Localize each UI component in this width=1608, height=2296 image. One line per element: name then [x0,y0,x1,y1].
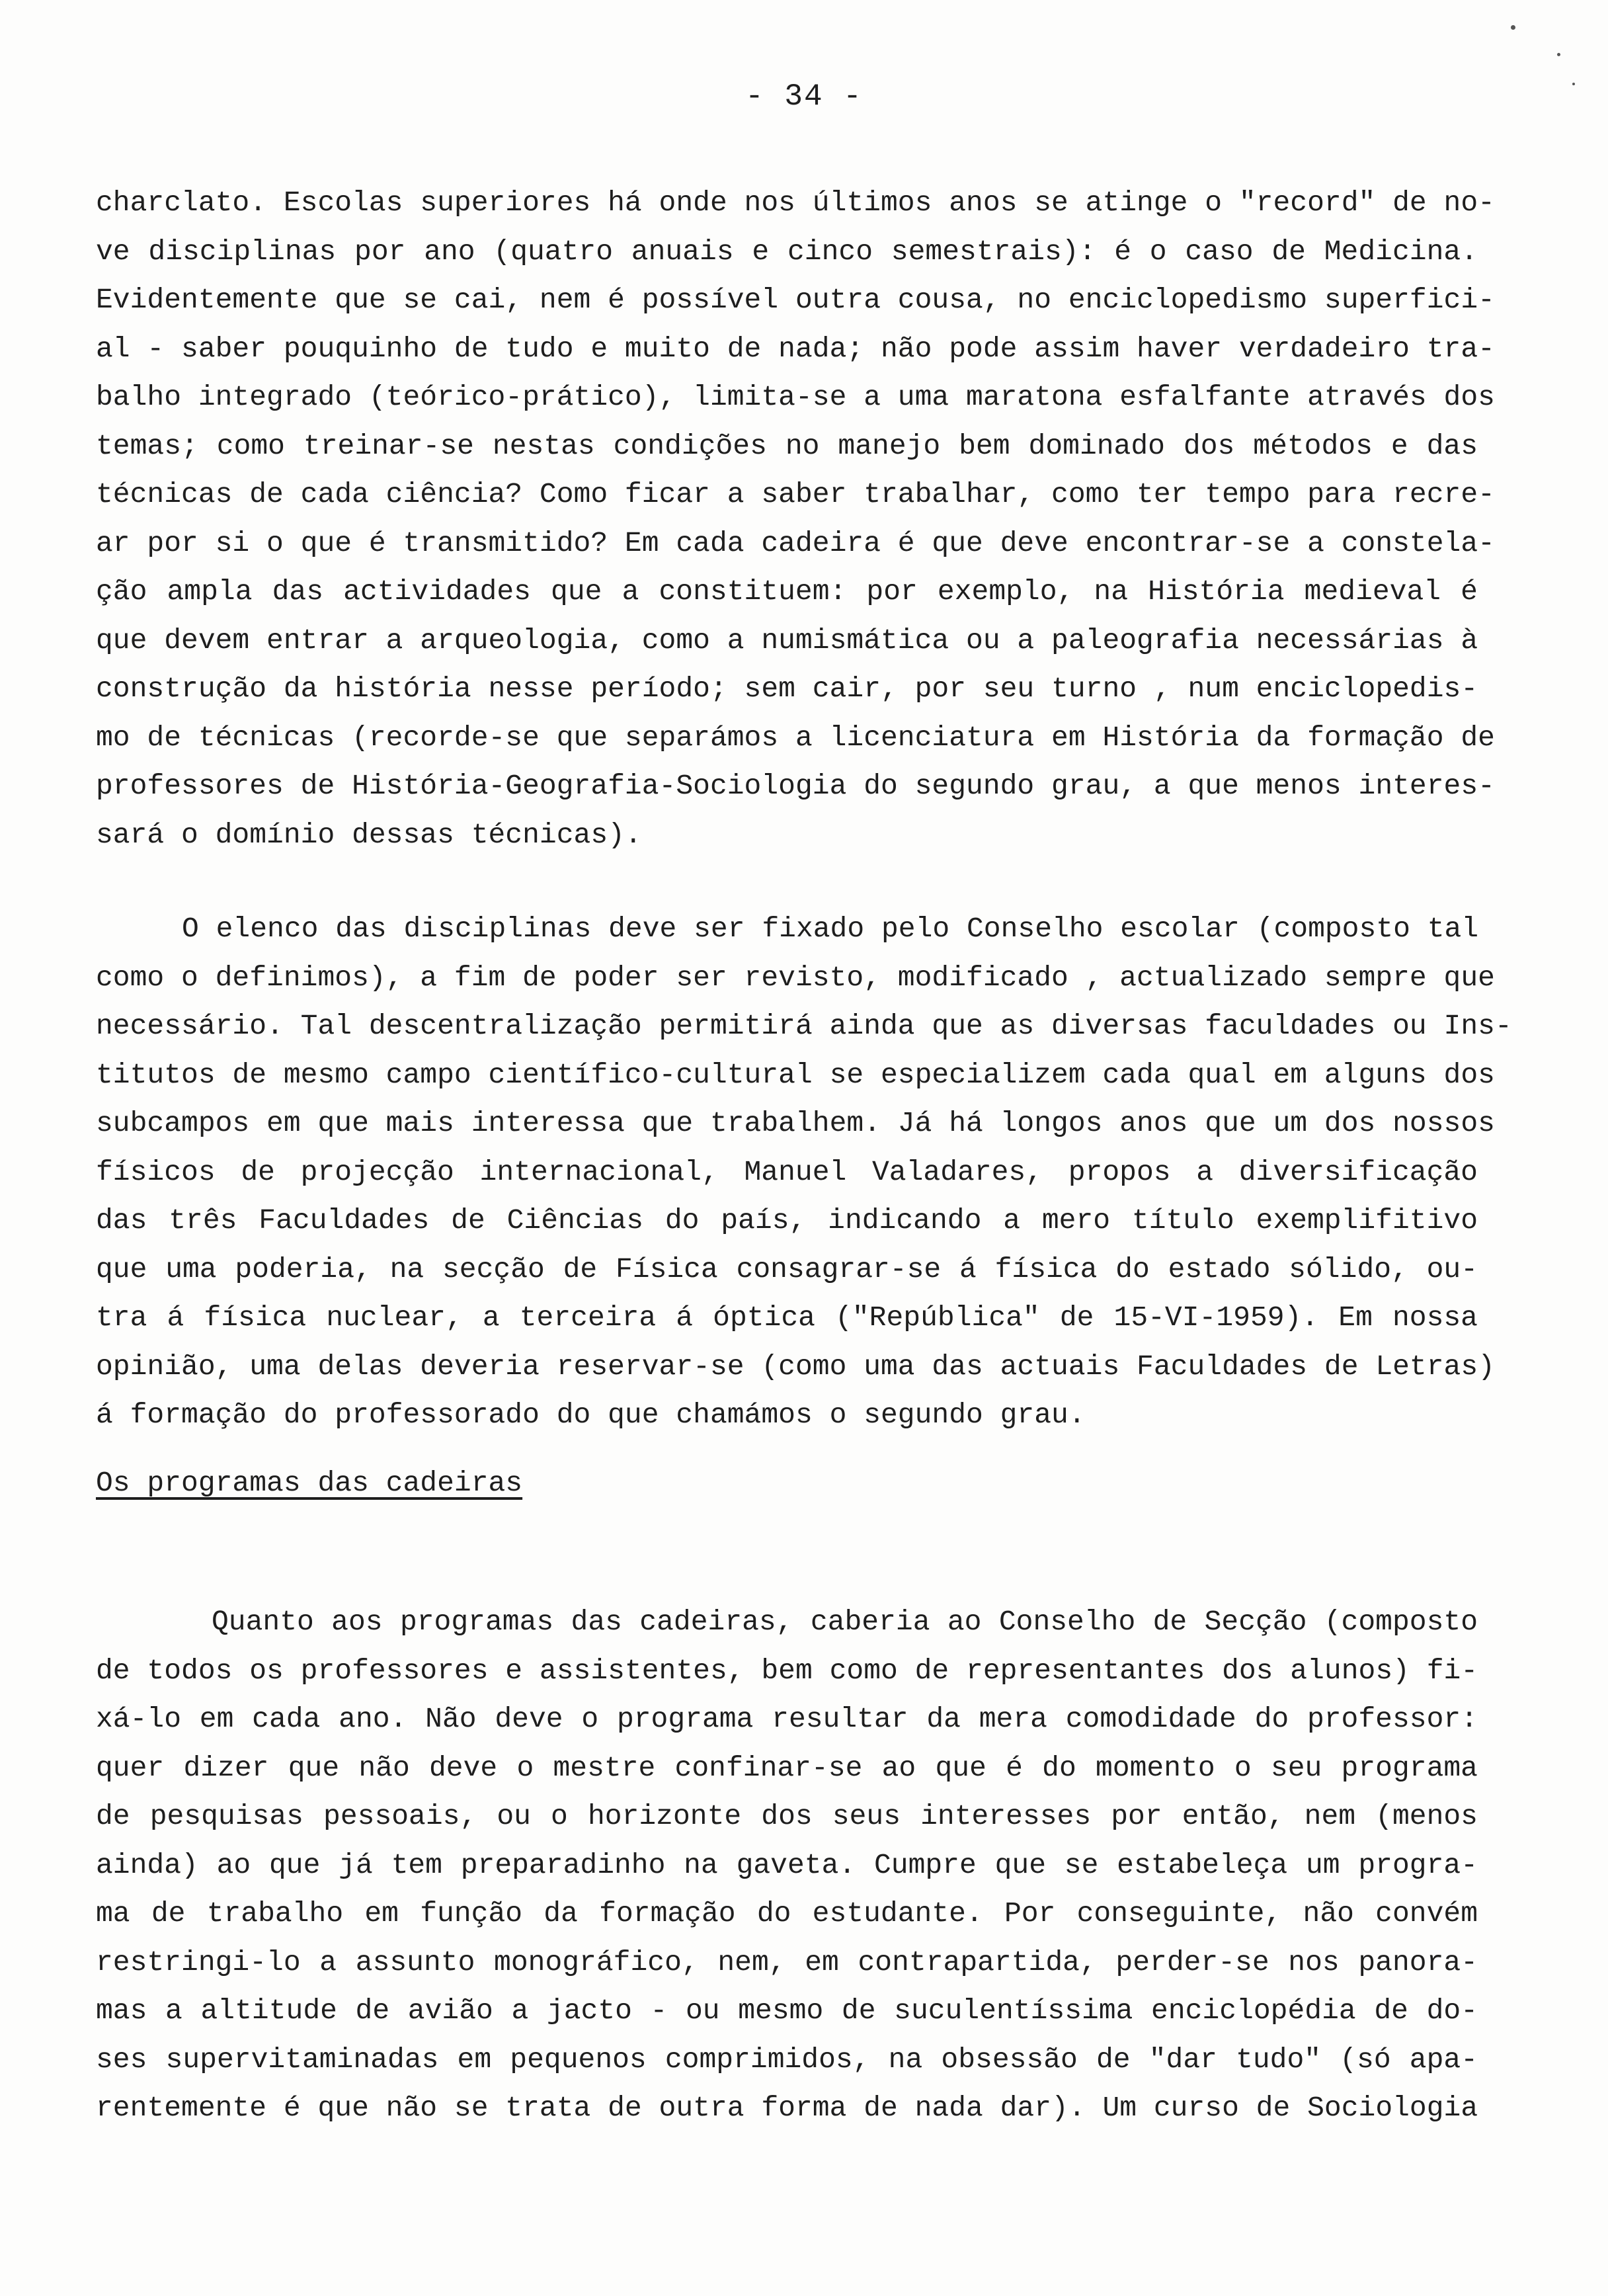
text-line: ve disciplinas por ano (quatro anuais e cinco semestrais): é o caso de Medicina. [96,235,1478,268]
paragraph-3 [96,1598,1478,2133]
text-line: Quanto aos programas das cadeiras, caberia ao Conselho de Secção (composto [212,1606,1478,1638]
page-number: - 34 - [745,79,863,114]
text-line: ainda) ao que já tem preparadinho na gaveta. Cumpre que se estabeleça um progra- [96,1848,1478,1881]
text-line: xá-lo em cada ano. Não deve o programa resultar da mera comodidade do professor: [96,1703,1478,1735]
text-line: restringi-lo a assunto monográfico, nem, em contrapartida, perder-se nos panora- [96,1946,1478,1979]
text-line: tra á física nuclear, a terceira á óptica ("República" de 15-VI-1959). Em nossa [96,1301,1478,1334]
text-line: titutos de mesmo campo científico-cultural se especializem cada qual em alguns dos [96,1058,1495,1091]
scan-speck [1572,83,1575,85]
text-line: rentemente é que não se trata de outra forma de nada dar). Um curso de Sociologia [96,2092,1478,2124]
text-line: ses supervitaminadas em pequenos comprimidos, na obsessão de "dar tudo" (só apa- [96,2043,1478,2076]
text-line: técnicas de cada ciência? Como ficar a saber trabalhar, como ter tempo para recre- [96,478,1495,511]
paragraph-2 [96,905,1512,1440]
text-line: ção ampla das actividades que a constituem: por exemplo, na História medieval é [96,575,1478,608]
text-line: de todos os professores e assistentes, bem como de representantes dos alunos) fi- [96,1654,1478,1687]
text-line: construção da história nesse período; sem cair, por seu turno , num enciclopedis- [96,673,1478,705]
text-line: ar por si o que é transmitido? Em cada cadeira é que deve encontrar-se a constela- [96,526,1495,559]
text-line: mas a altitude de avião a jacto - ou mesmo de suculentíssima enciclopédia de do- [96,1994,1478,2027]
text-line: opinião, uma delas deveria reservar-se (como uma das actuais Faculdades de Letras) [96,1350,1495,1383]
text-line: de pesquisas pessoais, ou o horizonte dos seus interesses por então, nem (menos [96,1800,1478,1832]
text-line: Evidentemente que se cai, nem é possível outra cousa, no enciclopedismo superfici- [96,284,1495,316]
text-line: físicos de projecção internacional, Manuel Valadares, propos a diversificação [96,1155,1478,1188]
text-line: necessário. Tal descentralização permitirá ainda que as diversas faculdades ou Ins- [96,1010,1512,1042]
text-line: das três Faculdades de Ciências do país, indicando a mero título exemplifitivo [96,1204,1478,1237]
text-line: subcampos em que mais interessa que trabalhem. Já há longos anos que um dos nossos [96,1107,1495,1139]
scan-speck [1511,25,1515,30]
text-line: charclato. Escolas superiores há onde nos últimos anos se atinge o "record" de no- [96,186,1495,219]
text-line: como o definimos), a fim de poder ser revisto, modificado , actualizado sempre que [96,961,1495,994]
section-heading: Os programas das cadeiras [96,1467,523,1499]
text-line: ma de trabalho em função da formação do estudante. Por conseguinte, não convém [96,1897,1478,1930]
text-line: quer dizer que não deve o mestre confinar-se ao que é do momento o seu programa [96,1751,1478,1784]
scan-speck [1557,53,1560,56]
text-line: professores de História-Geografia-Sociologia do segundo grau, a que menos interes- [96,770,1495,802]
paragraph-1 [96,179,1495,859]
text-line: balho integrado (teórico-prático), limita-se a uma maratona esfalfante através dos [96,381,1495,413]
text-line: sará o domínio dessas técnicas). [96,818,642,851]
text-line: que devem entrar a arqueologia, como a numismática ou a paleografia necessárias à [96,624,1478,657]
text-line: al - saber pouquinho de tudo e muito de nada; não pode assim haver verdadeiro tra- [96,332,1495,365]
text-line: mo de técnicas (recorde-se que separámos a licenciatura em História da formação de [96,721,1495,754]
text-line: á formação do professorado do que chamámos o segundo grau. [96,1399,1086,1431]
text-line: que uma poderia, na secção de Física consagrar-se á física do estado sólido, ou- [96,1252,1478,1286]
text-line: O elenco das disciplinas deve ser fixado pelo Conselho escolar (composto tal [182,913,1479,945]
text-line: temas; como treinar-se nestas condições no manejo bem dominado dos métodos e das [96,429,1478,462]
